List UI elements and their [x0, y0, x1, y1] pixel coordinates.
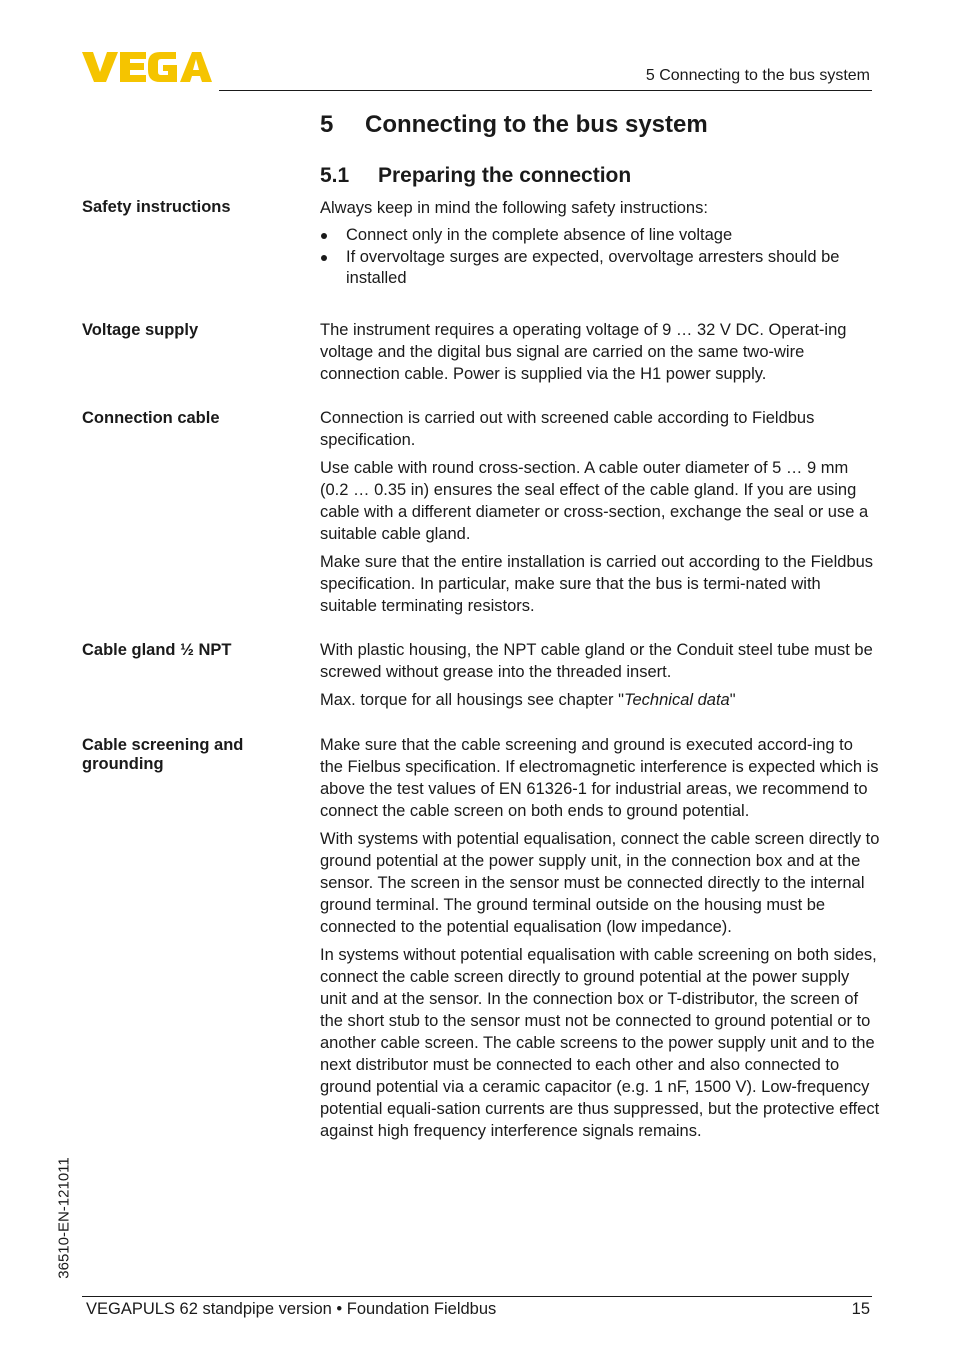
running-header-title: 5 Connecting to the bus system	[645, 67, 870, 84]
paragraph: With systems with potential equalisation, connect the cable screen directly to ground potential at the power supply unit, in the connection box and at the sensor. The screen in the sensor must be connected directly to the internal ground terminal. The ground terminal outside on the housing must be connected to the potential equalisation (low impedance).	[320, 830, 880, 936]
header-rule	[219, 90, 872, 91]
side-label-gland: Cable gland ½ NPT	[82, 641, 232, 659]
side-label-safety: Safety instructions	[82, 198, 231, 216]
paragraph: Make sure that the cable screening and ground is executed accord-ing to the Fielbus specification. If electromagnetic interference is expected which is above the test values of EN 61326-1 for industrial areas, we recommend to connect the cable screen on both ends to ground potential.	[320, 736, 879, 820]
safety-bullet-list	[320, 225, 880, 290]
torque-note	[320, 689, 880, 711]
chapter-title: Connecting to the bus system	[365, 111, 708, 138]
list-item: If overvoltage surges are expected, overvoltage arresters should be installed	[320, 247, 880, 290]
cable-block	[320, 407, 880, 623]
side-label-cable: Connection cable	[82, 409, 220, 427]
side-label-voltage: Voltage supply	[82, 321, 199, 339]
vega-logo	[82, 50, 212, 84]
section-title: Preparing the connection	[378, 164, 632, 187]
chapter-reference: Technical data	[623, 691, 730, 709]
gland-block	[320, 639, 880, 717]
safety-block	[320, 197, 880, 290]
footer-rule	[82, 1296, 872, 1297]
safety-intro: Always keep in mind the following safety instructions:	[320, 199, 708, 217]
paragraph: Connection is carried out with screened cable according to Fieldbus specification.	[320, 409, 815, 449]
list-item: Connect only in the complete absence of line voltage	[320, 225, 880, 247]
paragraph: Make sure that the entire installation is carried out according to the Fieldbus specification. In particular, make sure that the bus is termi-nated with suitable terminating resistors.	[320, 553, 874, 615]
torque-prefix: Max. torque for all housings see chapter "	[320, 691, 624, 709]
chapter-number: 5	[320, 111, 334, 138]
screening-block	[320, 734, 880, 1148]
section-heading	[320, 164, 631, 188]
chapter-heading	[320, 111, 708, 139]
paragraph: In systems without potential equalisation with cable screening on both sides, connect the cable screen directly to ground potential at the power supply unit and at the sensor. In the connection box or T-distributor, the screen of the short stub to the sensor must not be connected to ground potential or to another cable screen. The cable screens to the power supply unit and to the next distributor must be connected to each other and also connected to ground potential via a ceramic capacitor (e.g. 1 nF, 1500 V). Low-frequency potential equali-sation currents are thus suppressed, but the protective effect against high frequency interference signals remains.	[320, 946, 880, 1140]
torque-suffix: "	[729, 691, 736, 709]
voltage-block	[320, 319, 880, 391]
paragraph: With plastic housing, the NPT cable gland or the Conduit steel tube must be screwed without grease into the threaded insert.	[320, 641, 873, 681]
footer-document-title: VEGAPULS 62 standpipe version • Foundation Fieldbus	[86, 1300, 497, 1318]
document-code: 36510-EN-121011	[55, 1157, 73, 1279]
paragraph: Use cable with round cross-section. A cable outer diameter of 5 … 9 mm (0.2 … 0.35 in) ensures the seal effect of the cable gland. If you are using cable with a different diameter or cross-section, exchange the seal or use a suitable cable gland.	[320, 459, 869, 543]
page-number: 15	[851, 1300, 870, 1318]
side-label-screening: Cable screening and grounding	[82, 736, 244, 773]
paragraph: The instrument requires a operating voltage of 9 … 32 V DC. Operat-ing voltage and the digital bus signal are carried on the same two-wire connection cable. Power is supplied via the H1 power supply.	[320, 321, 847, 383]
section-number: 5.1	[320, 164, 350, 187]
